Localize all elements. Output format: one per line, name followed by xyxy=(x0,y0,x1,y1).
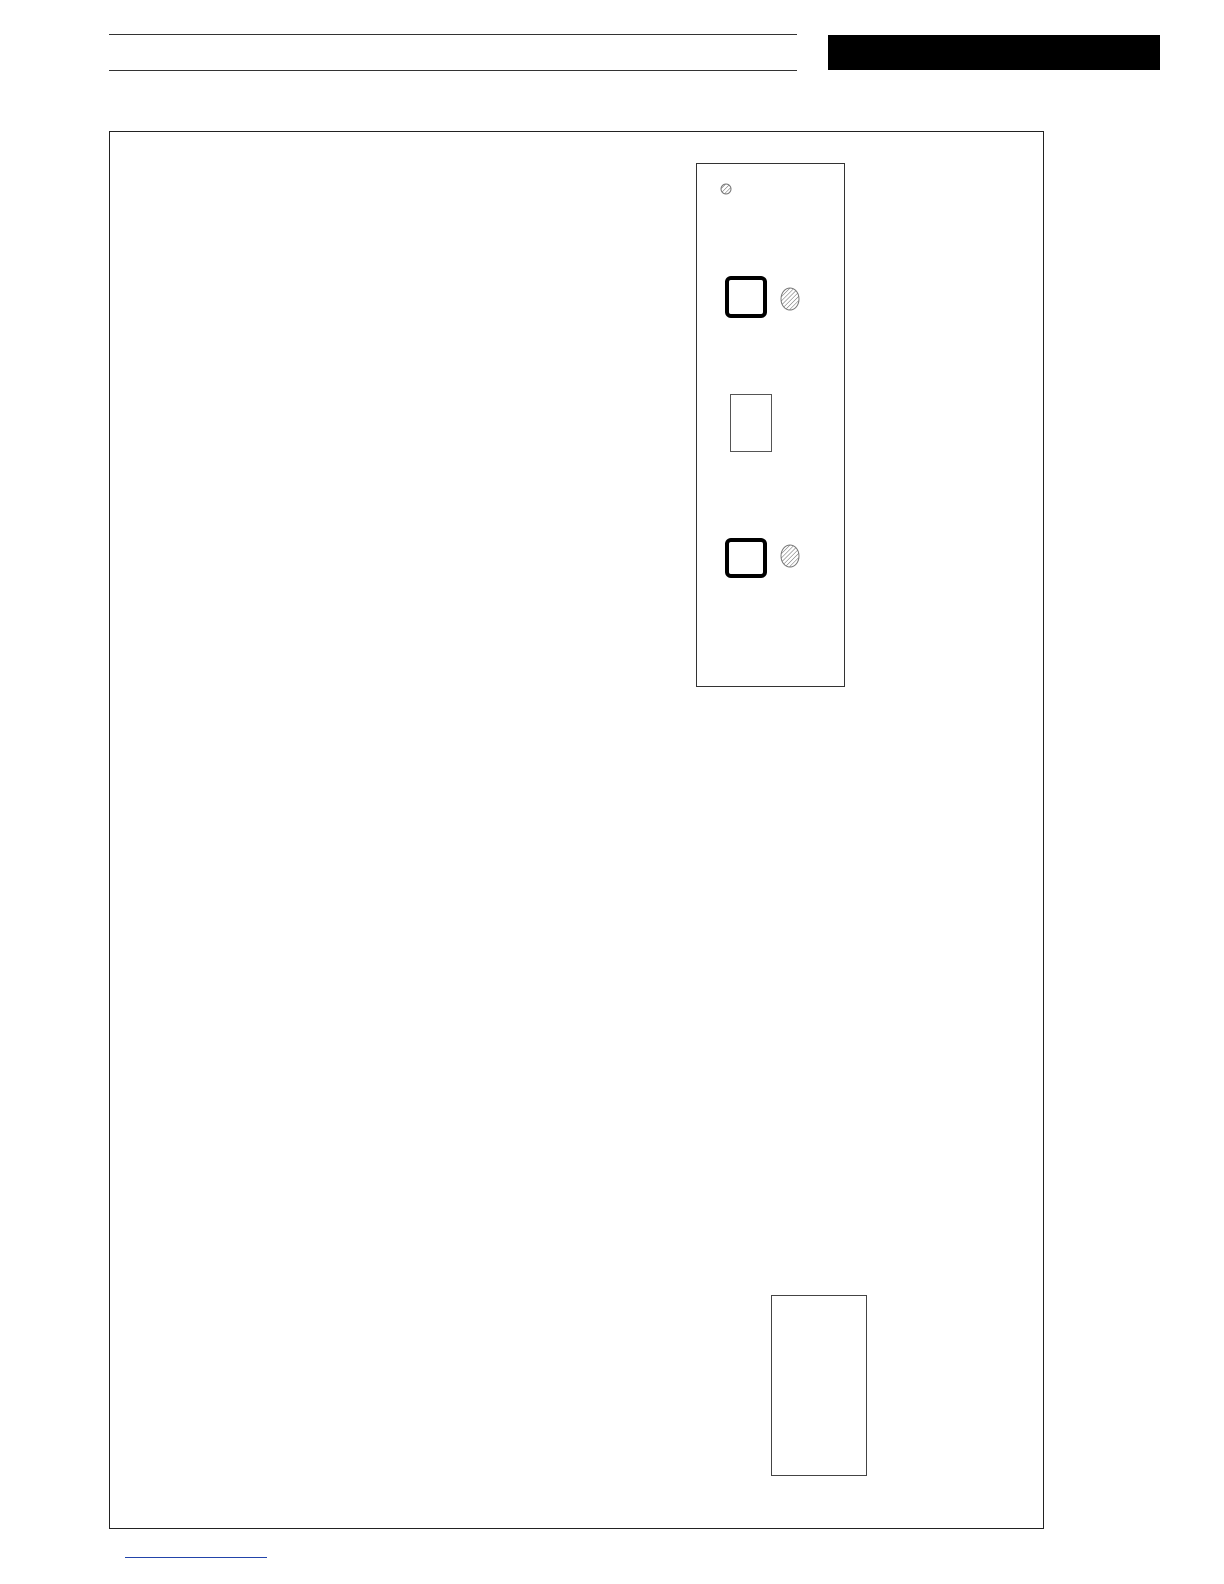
header-rule-top xyxy=(109,34,797,35)
c1-indicator-icon xyxy=(779,286,801,312)
b1-title xyxy=(774,1367,826,1437)
header-rule-bottom xyxy=(109,70,797,71)
switch-matrix xyxy=(200,760,860,1500)
d2-label xyxy=(780,405,804,445)
f-key-icon xyxy=(725,538,767,578)
c1-label xyxy=(805,280,829,320)
f-key-letter xyxy=(733,545,759,571)
header-black-tab xyxy=(828,35,1160,70)
b1-indicator-icon xyxy=(779,543,801,569)
celsius-key-icon xyxy=(725,276,767,318)
b1-part-code xyxy=(825,1305,853,1455)
b1-label xyxy=(804,534,828,574)
switch-part-number xyxy=(867,933,903,1223)
panel-part-code xyxy=(955,150,985,340)
k2-label xyxy=(743,166,767,206)
celsius-key-letter xyxy=(732,281,760,313)
k2-indicator-icon xyxy=(719,182,733,196)
display-d2 xyxy=(730,394,772,452)
footer-link-rule[interactable] xyxy=(125,1557,267,1558)
